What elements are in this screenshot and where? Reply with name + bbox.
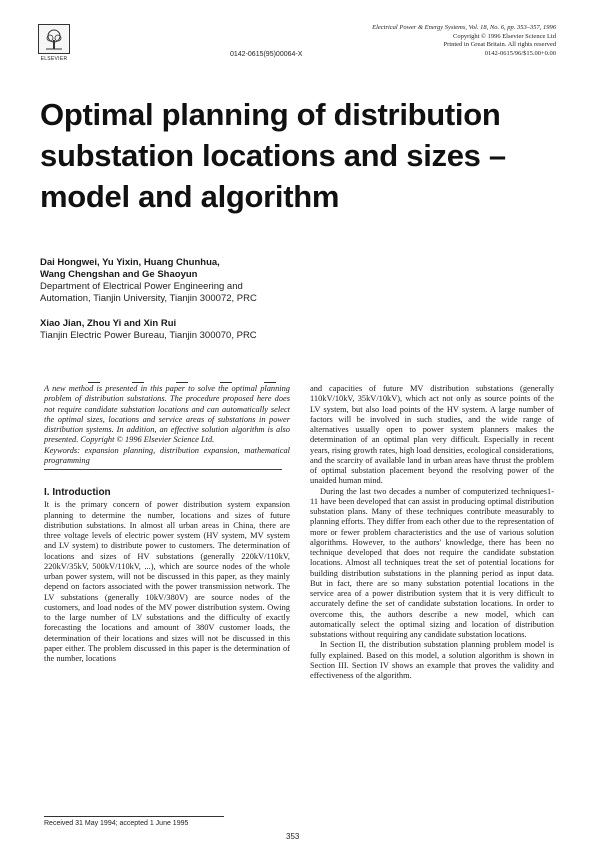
- author-block-1: [40, 257, 340, 305]
- title-line: model and algorithm: [40, 179, 340, 214]
- copyright-line: Copyright © 1996 Elsevier Science Ltd: [453, 32, 556, 40]
- keywords-rule: [44, 469, 282, 470]
- left-column: [44, 384, 290, 664]
- author-block-2: [40, 318, 340, 342]
- received-date: Received 31 May 1994; accepted 1 June 1995: [44, 820, 189, 827]
- intro-paragraph: In Section II, the distribution substation planning problem model is fully explained. Based on this model, a solution algorithm is shown in Section III. Section IV shows an example that proves the validity and effectiveness of the algorithm.: [310, 640, 554, 680]
- issn-line: 0142-0615/96/$15.00+0.00: [484, 49, 556, 57]
- author-affiliation: Automation, Tianjin University, Tianjin 300072, PRC: [40, 293, 257, 304]
- keywords: Keywords: expansion planning, distribution expansion, mathematical programming: [44, 445, 290, 465]
- received-rule: [44, 816, 224, 817]
- author-affiliation: Tianjin Electric Power Bureau, Tianjin 300070, PRC: [40, 330, 257, 341]
- title-line: substation locations and sizes –: [40, 138, 506, 173]
- printed-line: Printed in Great Britain. All rights reserved: [443, 41, 556, 48]
- right-column: [310, 384, 554, 681]
- journal-info: [372, 24, 556, 58]
- document-id: 0142-0615(95)00064-X: [230, 51, 303, 58]
- title-line: Optimal planning of distribution: [40, 97, 501, 132]
- publisher-name: ELSEVIER: [40, 56, 68, 62]
- section-heading: I. Introduction: [44, 487, 111, 498]
- intro-paragraph-continued: and capacities of future MV distribution substations (generally 110kV/10kV, 35kV/10kV), which act not only as source points of the LV system, but also load points of the HV system. A large number of factors will be involved in such studies, and the wide range of alternatives usually open to power system planners makes the determination of an optimal plan very difficult. Especially in recent years, rising growth rates, high load densities, ecological considerations, and the scarcity of available land in urban areas have thrust the problem of optimal substation placement beyond the resolving power of the unaided human mind.: [310, 384, 554, 486]
- author-affiliation: Department of Electrical Power Engineering and: [40, 281, 243, 292]
- journal-citation: Electrical Power & Energy Systems, Vol. 18, No. 6, pp. 353–357, 1996: [372, 24, 556, 31]
- paper-title: [40, 94, 560, 217]
- author-names: Dai Hongwei, Yu Yixin, Huang Chunhua,: [40, 257, 220, 268]
- abstract-top-rule: [44, 382, 290, 383]
- author-names: Xiao Jian, Zhou Yi and Xin Rui: [40, 318, 177, 329]
- abstract: A new method is presented in this paper to solve the optimal planning problem of distribution substations. The procedure proposed here does not require candidate substation locations and can automatically select the optimal sizes, locations and service areas of substations in power distribution systems. In addition, an effective solution algorithm is also presented. Copyright © 1996 Elsevier Science Ltd.: [44, 384, 290, 445]
- page-number: 353: [286, 832, 300, 841]
- publisher-logo: [36, 24, 72, 62]
- tree-logo-icon: [38, 24, 70, 54]
- intro-paragraph: It is the primary concern of power distribution system expansion planning to determine the number, locations and sizes of future distribution substations. In almost all urban areas in China, there are three voltage levels of electric power system (HV system, MV system and LV system) to distribute power to customers. The determination of locations and sizes of HV substations (generally 220kV/110kV, 220kV/35kV, 500kV/110kV, ...), which are source nodes of the whole urban power system, will not be discussed in this paper, as they mainly depend on factors associated with the power transmission network. The LV substations (generally 10kV/380V) are source nodes of the customers, and load nodes of the MV power distribution system. Owing to the large number of LV substations and the difficulty of exactly forecasting the locations and amount of 380V customer loads, the determination of their locations and sizes will not be discussed in this paper either. The problem discussed in this paper is the determination of the number, locations: [44, 500, 290, 663]
- author-names: Wang Chengshan and Ge Shaoyun: [40, 269, 198, 280]
- intro-paragraph: During the last two decades a number of computerized techniques1-11 have been developed that can assist in producing optimal distribution substation plans. Many of these techniques contribute measurably to planning efforts. They differ from each other due to the representation of more or fewer problem characteristics and the use of various solution algorithms. However, to the authors' knowledge, there has been no technique developed that does not require the candidate substation locations. Almost all techniques treat the set of potential locations for building distribution substations in the planning period as input data. But in fact, there are so many substation potential locations in the service area of a power distribution system that it is very difficult to accurately define the set of candidate substation locations. In order to overcome this, the authors describe a new model, which can automatically select the optimal sizing and location of distribution substations without requiring any candidate substation locations.: [310, 486, 554, 639]
